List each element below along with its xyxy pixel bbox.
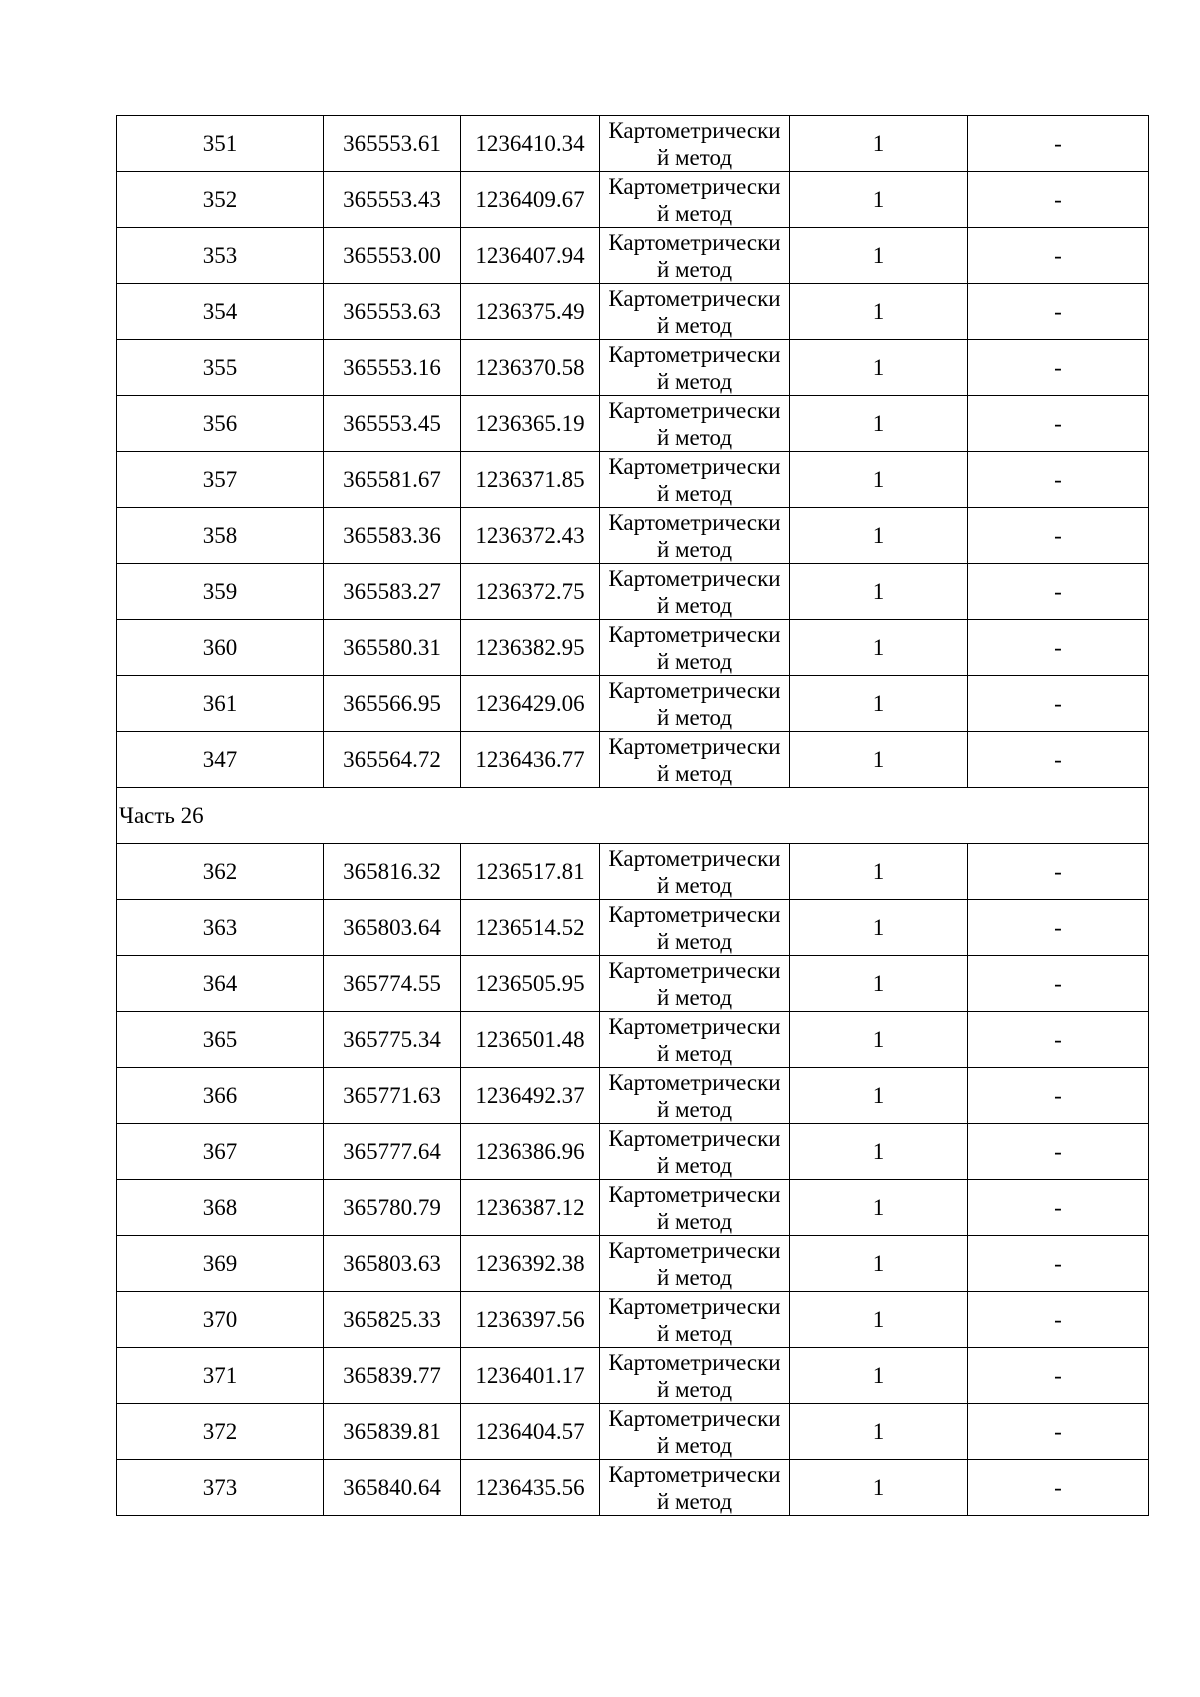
accuracy-cell: 1 (790, 228, 968, 284)
method-line-2: й метод (656, 536, 733, 562)
method-cell (600, 844, 790, 900)
accuracy-cell: 1 (790, 172, 968, 228)
y-coordinate-cell: 1236386.96 (461, 1124, 600, 1180)
method-line-1: Картометрически (608, 397, 781, 423)
y-coordinate-cell: 1236387.12 (461, 1180, 600, 1236)
accuracy-cell: 1 (790, 1180, 968, 1236)
point-number-cell: 362 (117, 844, 324, 900)
y-coordinate-cell: 1236365.19 (461, 396, 600, 452)
y-coordinate-cell: 1236501.48 (461, 1012, 600, 1068)
y-coordinate-cell: 1236407.94 (461, 228, 600, 284)
method-line-2: й метод (656, 1208, 733, 1234)
note-cell: - (968, 116, 1149, 172)
accuracy-cell: 1 (790, 1292, 968, 1348)
x-coordinate-cell: 365816.32 (324, 844, 461, 900)
method-line-1: Картометрически (608, 621, 781, 647)
x-coordinate-cell: 365580.31 (324, 620, 461, 676)
accuracy-cell: 1 (790, 1012, 968, 1068)
method-line-1: Картометрически (608, 1069, 781, 1095)
method-cell (600, 1124, 790, 1180)
y-coordinate-cell: 1236429.06 (461, 676, 600, 732)
method-cell (600, 1236, 790, 1292)
point-number-cell: 372 (117, 1404, 324, 1460)
note-cell: - (968, 452, 1149, 508)
method-line-2: й метод (656, 1432, 733, 1458)
method-cell (600, 228, 790, 284)
method-cell (600, 620, 790, 676)
method-cell (600, 564, 790, 620)
method-cell (600, 1012, 790, 1068)
accuracy-cell: 1 (790, 340, 968, 396)
method-cell (600, 676, 790, 732)
x-coordinate-cell: 365553.63 (324, 284, 461, 340)
point-number-cell: 369 (117, 1236, 324, 1292)
method-line-2: й метод (656, 1096, 733, 1122)
point-number-cell: 361 (117, 676, 324, 732)
y-coordinate-cell: 1236401.17 (461, 1348, 600, 1404)
table-row (117, 620, 1149, 676)
method-line-1: Картометрически (608, 845, 781, 871)
accuracy-cell: 1 (790, 508, 968, 564)
accuracy-cell: 1 (790, 1068, 968, 1124)
note-cell: - (968, 900, 1149, 956)
point-number-cell: 368 (117, 1180, 324, 1236)
x-coordinate-cell: 365780.79 (324, 1180, 461, 1236)
accuracy-cell: 1 (790, 116, 968, 172)
table-row (117, 1236, 1149, 1292)
point-number-cell: 360 (117, 620, 324, 676)
method-line-2: й метод (656, 592, 733, 618)
coordinates-table (116, 115, 1149, 1516)
method-line-1: Картометрически (608, 229, 781, 255)
method-cell (600, 396, 790, 452)
y-coordinate-cell: 1236514.52 (461, 900, 600, 956)
table-row (117, 1180, 1149, 1236)
note-cell: - (968, 1012, 1149, 1068)
x-coordinate-cell: 365771.63 (324, 1068, 461, 1124)
y-coordinate-cell: 1236372.43 (461, 508, 600, 564)
method-line-1: Картометрически (608, 1405, 781, 1431)
accuracy-cell: 1 (790, 564, 968, 620)
point-number-cell: 347 (117, 732, 324, 788)
section-heading-row (117, 788, 1149, 844)
method-line-1: Картометрически (608, 1237, 781, 1263)
method-line-2: й метод (656, 1264, 733, 1290)
point-number-cell: 363 (117, 900, 324, 956)
method-line-2: й метод (656, 648, 733, 674)
x-coordinate-cell: 365553.45 (324, 396, 461, 452)
y-coordinate-cell: 1236382.95 (461, 620, 600, 676)
point-number-cell: 356 (117, 396, 324, 452)
accuracy-cell: 1 (790, 676, 968, 732)
method-line-2: й метод (656, 424, 733, 450)
x-coordinate-cell: 365583.36 (324, 508, 461, 564)
method-line-1: Картометрически (608, 509, 781, 535)
accuracy-cell: 1 (790, 1236, 968, 1292)
method-line-1: Картометрически (608, 285, 781, 311)
method-cell (600, 116, 790, 172)
x-coordinate-cell: 365553.16 (324, 340, 461, 396)
method-cell (600, 1404, 790, 1460)
x-coordinate-cell: 365553.00 (324, 228, 461, 284)
x-coordinate-cell: 365581.67 (324, 452, 461, 508)
method-line-2: й метод (656, 312, 733, 338)
note-cell: - (968, 1348, 1149, 1404)
table-row (117, 228, 1149, 284)
coordinates-table-body (117, 116, 1149, 1516)
y-coordinate-cell: 1236397.56 (461, 1292, 600, 1348)
table-row (117, 508, 1149, 564)
method-line-1: Картометрически (608, 733, 781, 759)
method-cell (600, 172, 790, 228)
x-coordinate-cell: 365553.61 (324, 116, 461, 172)
method-line-2: й метод (656, 1488, 733, 1514)
note-cell: - (968, 620, 1149, 676)
note-cell: - (968, 396, 1149, 452)
y-coordinate-cell: 1236409.67 (461, 172, 600, 228)
table-row (117, 1124, 1149, 1180)
method-line-2: й метод (656, 144, 733, 170)
method-cell (600, 1460, 790, 1516)
method-line-2: й метод (656, 928, 733, 954)
table-row (117, 340, 1149, 396)
note-cell: - (968, 564, 1149, 620)
y-coordinate-cell: 1236435.56 (461, 1460, 600, 1516)
y-coordinate-cell: 1236372.75 (461, 564, 600, 620)
table-row (117, 1012, 1149, 1068)
table-row (117, 564, 1149, 620)
method-line-1: Картометрически (608, 957, 781, 983)
note-cell: - (968, 1460, 1149, 1516)
note-cell: - (968, 844, 1149, 900)
method-line-1: Картометрически (608, 453, 781, 479)
method-line-1: Картометрически (608, 1349, 781, 1375)
table-row (117, 956, 1149, 1012)
method-line-2: й метод (656, 1152, 733, 1178)
note-cell: - (968, 1068, 1149, 1124)
y-coordinate-cell: 1236517.81 (461, 844, 600, 900)
x-coordinate-cell: 365777.64 (324, 1124, 461, 1180)
x-coordinate-cell: 365839.77 (324, 1348, 461, 1404)
note-cell: - (968, 956, 1149, 1012)
method-cell (600, 1292, 790, 1348)
y-coordinate-cell: 1236492.37 (461, 1068, 600, 1124)
accuracy-cell: 1 (790, 1460, 968, 1516)
point-number-cell: 352 (117, 172, 324, 228)
x-coordinate-cell: 365566.95 (324, 676, 461, 732)
method-cell (600, 1068, 790, 1124)
table-row (117, 732, 1149, 788)
method-line-2: й метод (656, 200, 733, 226)
point-number-cell: 373 (117, 1460, 324, 1516)
method-line-2: й метод (656, 368, 733, 394)
point-number-cell: 370 (117, 1292, 324, 1348)
method-line-2: й метод (656, 760, 733, 786)
accuracy-cell: 1 (790, 732, 968, 788)
table-row (117, 1292, 1149, 1348)
note-cell: - (968, 340, 1149, 396)
x-coordinate-cell: 365553.43 (324, 172, 461, 228)
table-row (117, 284, 1149, 340)
accuracy-cell: 1 (790, 1348, 968, 1404)
note-cell: - (968, 228, 1149, 284)
point-number-cell: 351 (117, 116, 324, 172)
point-number-cell: 365 (117, 1012, 324, 1068)
accuracy-cell: 1 (790, 1124, 968, 1180)
x-coordinate-cell: 365564.72 (324, 732, 461, 788)
method-line-2: й метод (656, 1376, 733, 1402)
x-coordinate-cell: 365775.34 (324, 1012, 461, 1068)
method-line-2: й метод (656, 704, 733, 730)
y-coordinate-cell: 1236404.57 (461, 1404, 600, 1460)
method-line-1: Картометрически (608, 901, 781, 927)
table-row (117, 1068, 1149, 1124)
y-coordinate-cell: 1236410.34 (461, 116, 600, 172)
method-line-1: Картометрически (608, 341, 781, 367)
accuracy-cell: 1 (790, 844, 968, 900)
x-coordinate-cell: 365839.81 (324, 1404, 461, 1460)
section-heading: Часть 26 (117, 788, 1149, 844)
method-line-1: Картометрически (608, 1461, 781, 1487)
method-cell (600, 452, 790, 508)
method-cell (600, 284, 790, 340)
point-number-cell: 358 (117, 508, 324, 564)
accuracy-cell: 1 (790, 396, 968, 452)
method-cell (600, 956, 790, 1012)
note-cell: - (968, 284, 1149, 340)
point-number-cell: 364 (117, 956, 324, 1012)
method-line-2: й метод (656, 480, 733, 506)
method-line-2: й метод (656, 256, 733, 282)
note-cell: - (968, 732, 1149, 788)
note-cell: - (968, 676, 1149, 732)
note-cell: - (968, 1404, 1149, 1460)
x-coordinate-cell: 365803.64 (324, 900, 461, 956)
table-row (117, 900, 1149, 956)
table-row (117, 1460, 1149, 1516)
method-line-2: й метод (656, 872, 733, 898)
point-number-cell: 371 (117, 1348, 324, 1404)
method-line-2: й метод (656, 1040, 733, 1066)
method-line-2: й метод (656, 1320, 733, 1346)
accuracy-cell: 1 (790, 620, 968, 676)
accuracy-cell: 1 (790, 1404, 968, 1460)
method-line-1: Картометрически (608, 1293, 781, 1319)
x-coordinate-cell: 365840.64 (324, 1460, 461, 1516)
table-row (117, 676, 1149, 732)
x-coordinate-cell: 365774.55 (324, 956, 461, 1012)
note-cell: - (968, 1180, 1149, 1236)
table-row (117, 116, 1149, 172)
y-coordinate-cell: 1236370.58 (461, 340, 600, 396)
table-row (117, 452, 1149, 508)
point-number-cell: 354 (117, 284, 324, 340)
point-number-cell: 366 (117, 1068, 324, 1124)
note-cell: - (968, 1292, 1149, 1348)
accuracy-cell: 1 (790, 452, 968, 508)
y-coordinate-cell: 1236505.95 (461, 956, 600, 1012)
point-number-cell: 357 (117, 452, 324, 508)
note-cell: - (968, 508, 1149, 564)
note-cell: - (968, 1236, 1149, 1292)
point-number-cell: 359 (117, 564, 324, 620)
method-line-1: Картометрически (608, 1013, 781, 1039)
x-coordinate-cell: 365583.27 (324, 564, 461, 620)
accuracy-cell: 1 (790, 956, 968, 1012)
method-line-1: Картометрически (608, 117, 781, 143)
table-row (117, 396, 1149, 452)
method-line-1: Картометрически (608, 565, 781, 591)
table-row (117, 1348, 1149, 1404)
point-number-cell: 367 (117, 1124, 324, 1180)
method-line-1: Картометрически (608, 173, 781, 199)
method-line-2: й метод (656, 984, 733, 1010)
note-cell: - (968, 1124, 1149, 1180)
y-coordinate-cell: 1236436.77 (461, 732, 600, 788)
accuracy-cell: 1 (790, 284, 968, 340)
table-row (117, 172, 1149, 228)
method-cell (600, 732, 790, 788)
method-line-1: Картометрически (608, 1125, 781, 1151)
method-cell (600, 900, 790, 956)
y-coordinate-cell: 1236371.85 (461, 452, 600, 508)
point-number-cell: 355 (117, 340, 324, 396)
method-cell (600, 340, 790, 396)
y-coordinate-cell: 1236375.49 (461, 284, 600, 340)
method-cell (600, 1348, 790, 1404)
note-cell: - (968, 172, 1149, 228)
method-line-1: Картометрически (608, 1181, 781, 1207)
table-row (117, 1404, 1149, 1460)
method-line-1: Картометрически (608, 677, 781, 703)
y-coordinate-cell: 1236392.38 (461, 1236, 600, 1292)
table-row (117, 844, 1149, 900)
x-coordinate-cell: 365825.33 (324, 1292, 461, 1348)
accuracy-cell: 1 (790, 900, 968, 956)
method-cell (600, 1180, 790, 1236)
method-cell (600, 508, 790, 564)
point-number-cell: 353 (117, 228, 324, 284)
x-coordinate-cell: 365803.63 (324, 1236, 461, 1292)
